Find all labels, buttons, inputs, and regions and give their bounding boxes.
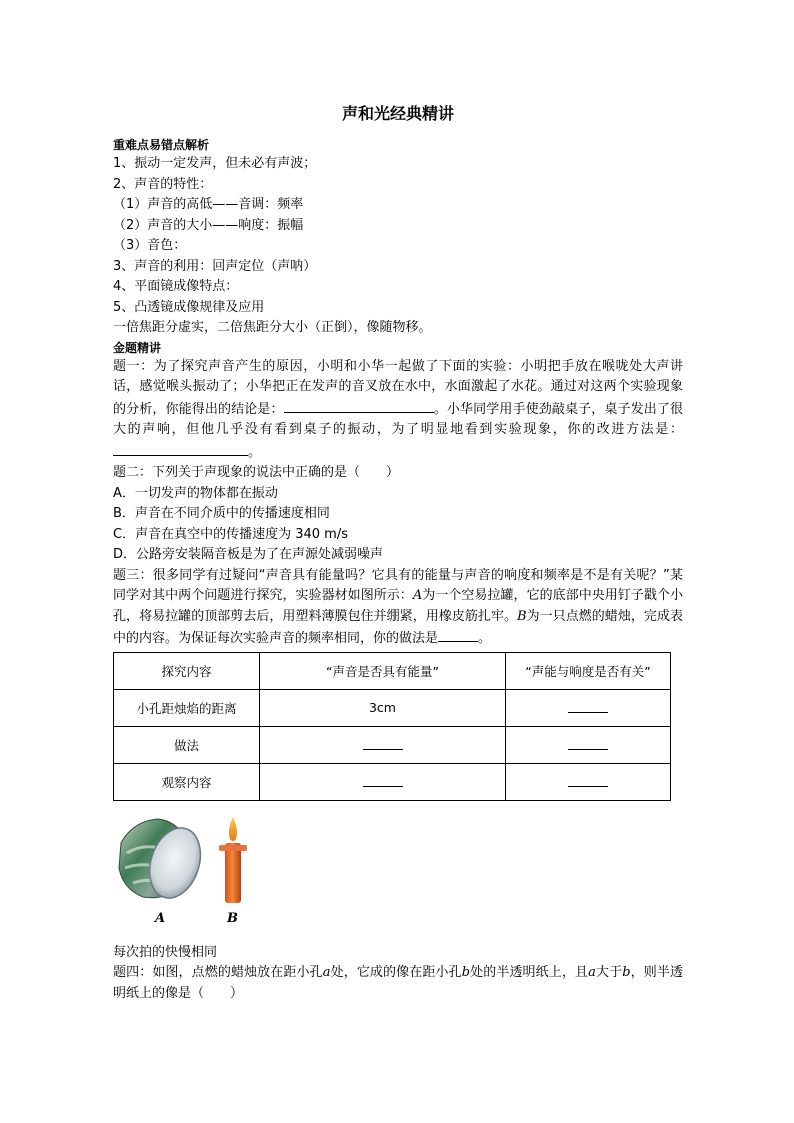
- table-cell: [506, 726, 671, 763]
- question-3-text-b: 为一个空易拉罐，它的底部中央用钉子戳个小孔，将易拉罐的顶部剪去后，用塑料薄膜包住并绷紧，用橡皮筋扎牢。: [113, 588, 683, 624]
- list-item: 2、声音的特性：: [113, 176, 213, 192]
- answer-blank: [438, 627, 478, 642]
- section-heading-analysis: 重难点易错点解析: [113, 138, 210, 152]
- table-header-cell: “声音是否具有能量”: [260, 652, 506, 689]
- list-item: 一倍焦距分虚实，二倍焦距分大小（正倒），像随物移。: [113, 320, 432, 335]
- variable-a: A: [412, 588, 423, 603]
- table-header-row: [114, 652, 671, 689]
- table-row: [114, 726, 671, 763]
- question-1-text-b: 。小华同学用手使劲敲桌子，桌子发出了很大的声响，但他几乎没有看到桌子的振动，为了明显地看到实验现象，你的改进方法是：: [113, 401, 683, 437]
- document-page: [113, 104, 683, 1004]
- answer-blank: [568, 737, 608, 750]
- list-item: 4、平面镜成像特点：: [113, 279, 239, 294]
- question-2-option-d: D．公路旁安装隔音板是为了在声源处减弱噪声: [113, 547, 384, 562]
- question-3: [113, 566, 683, 650]
- variable-a: a: [588, 965, 596, 980]
- question-2-option-c: C．声音在真空中的传播速度为 340 m/s: [113, 526, 348, 542]
- question-4-text-d: 大于: [595, 965, 623, 980]
- question-2-stem: 题二：下列关于声现象的说法中正确的是（ ）: [113, 465, 400, 480]
- list-item: （2）声音的大小——响度：振幅: [113, 217, 304, 233]
- table-header-cell: “声能与响度是否有关”: [506, 652, 671, 689]
- figure-label-a: A: [155, 910, 166, 926]
- variable-b: b: [461, 965, 471, 980]
- answer-blank: [568, 700, 608, 713]
- table-cell: 小孔距烛焰的距离: [114, 689, 260, 726]
- table-cell: [260, 726, 506, 763]
- answer-blank: [363, 737, 403, 750]
- table-row: [114, 689, 671, 726]
- question-3-text-c: 为一只点燃的蜡烛，完成表中的内容。为保证每次实验声音的频率相同，你的做法是: [113, 608, 683, 646]
- table-cell: 观察内容: [114, 763, 260, 800]
- can-illustration: [113, 813, 203, 905]
- figure-label-b: B: [227, 910, 238, 926]
- table-row: [114, 763, 671, 800]
- question-3-text-a: 题三：很多同学有过疑问“声音具有能量吗？它具有的能量与声音的响度和频率是不是有关呢？”某同学对其中两个问题进行探究，实验器材如图所示：: [113, 567, 683, 603]
- question-4-text-e: ，则半透明纸上的像是（ ）: [113, 965, 683, 1001]
- section-heading-problems: 金题精讲: [113, 340, 162, 355]
- question-2-option-b: B．声音在不同介质中的传播速度相同: [113, 506, 330, 521]
- variable-a: a: [322, 965, 331, 980]
- question-4-text-b: 处，它成的像在距小孔: [330, 965, 462, 980]
- list-item: 3、声音的利用：回声定位（声呐）: [113, 258, 317, 274]
- experiment-table: [113, 652, 671, 801]
- question-1-text-c: 。: [248, 444, 262, 460]
- answer-blank: [284, 398, 434, 413]
- question-3-text-d: 。: [478, 631, 492, 646]
- answer-note: 每次拍的快慢相同: [113, 944, 218, 960]
- question-4-text-c: 处的半透明纸上，且: [470, 965, 589, 980]
- table-cell: 3cm: [260, 689, 506, 726]
- list-item: （1）声音的高低——音调：频率: [113, 197, 304, 212]
- answer-blank: [363, 774, 403, 787]
- question-4-text-a: 题四：如图，点燃的蜡烛放在距小孔: [113, 965, 323, 980]
- list-item: 5、凸透镜成像规律及应用: [113, 299, 265, 315]
- list-item: 1、振动一定发声，但未必有声波；: [113, 156, 317, 171]
- question-4: [113, 963, 683, 1004]
- candle-illustration: [213, 815, 253, 907]
- question-2-option-a: A．一切发声的物体都在振动: [113, 485, 278, 501]
- page-title: 声和光经典精讲: [341, 104, 454, 123]
- list-item: （3）音色：: [113, 238, 187, 253]
- question-1: [113, 357, 683, 464]
- variable-b: b: [622, 965, 631, 980]
- table-cell: [506, 689, 671, 726]
- table-cell: [260, 763, 506, 800]
- table-cell: 做法: [114, 726, 260, 763]
- table-cell: [506, 763, 671, 800]
- question-1-text-a: 题一：为了探究声音产生的原因，小明和小华一起做了下面的实验：小明把手放在喉咙处大声讲话，感觉喉头振动了；小华把正在发声的音叉放在水中，水面激起了水花。通过对这两个实验现象的分析，你能得出的结论是：: [113, 358, 683, 417]
- variable-b: B: [517, 608, 527, 624]
- table-header-cell: 探究内容: [114, 652, 260, 689]
- experiment-figures: [113, 813, 683, 931]
- answer-blank: [113, 441, 248, 456]
- answer-blank: [568, 774, 608, 787]
